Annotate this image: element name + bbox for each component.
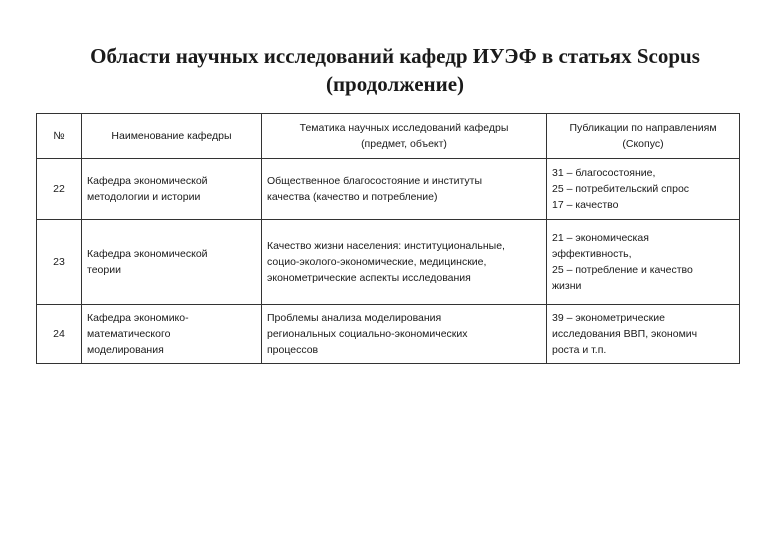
table-row [37, 305, 740, 364]
publications-line: 17 – качество [552, 199, 619, 211]
row-number: 23 [37, 220, 82, 305]
header-topic-line-1: Тематика научных исследований кафедры [299, 122, 509, 134]
department-name-cell [82, 220, 262, 305]
table-header-row [37, 114, 740, 159]
department-name-line: математического [87, 328, 171, 340]
publications-line: эффективность, [552, 248, 632, 260]
row-number: 24 [37, 305, 82, 364]
publications-line: 21 – экономическая [552, 232, 649, 244]
publications-line: жизни [552, 280, 582, 292]
department-name-line: Кафедра экономической [87, 175, 208, 187]
publications-line: 25 – потребительский спрос [552, 183, 690, 195]
department-name-line: теории [87, 264, 121, 276]
department-name-line: методологии и истории [87, 191, 201, 203]
department-name-line: Кафедра экономической [87, 248, 208, 260]
research-topic-line: качества (качество и потребление) [267, 191, 438, 203]
row-number: 22 [37, 159, 82, 220]
header-publications-line-1: Публикации по направлениям [569, 122, 717, 134]
research-topic-line: Проблемы анализа моделирования [267, 312, 442, 324]
header-department: Наименование кафедры [82, 114, 262, 159]
page-title-line-2: (продолжение) [325, 72, 465, 96]
research-topic-line: Общественное благосостояние и институты [267, 175, 483, 187]
page-title [20, 42, 770, 98]
table-row [37, 220, 740, 305]
publications-line: 31 – благосостояние, [552, 167, 656, 179]
research-topic-line: процессов [267, 344, 319, 356]
department-name-line: Кафедра экономико- [87, 312, 189, 324]
research-topic-line: эконометрические аспекты исследования [267, 272, 471, 284]
publications-line: 39 – эконометрические [552, 312, 665, 324]
header-topic [262, 114, 547, 159]
department-name-line: моделирования [87, 344, 164, 356]
research-topic-cell [262, 159, 547, 220]
publications-line: роста и т.п. [552, 344, 607, 356]
department-name-cell [82, 305, 262, 364]
research-topic-cell [262, 305, 547, 364]
research-topic-line: региональных социально-экономических [267, 328, 468, 340]
research-topic-cell [262, 220, 547, 305]
publications-line: 25 – потребление и качество [552, 264, 693, 276]
departments-table [36, 113, 740, 364]
header-number: № [37, 114, 82, 159]
publications-cell [547, 159, 740, 220]
publications-cell [547, 305, 740, 364]
department-name-cell [82, 159, 262, 220]
research-topic-line: Качество жизни населения: институциональные, [267, 240, 505, 252]
publications-line: исследования ВВП, экономич [552, 328, 698, 340]
header-topic-line-2: (предмет, объект) [361, 138, 447, 150]
table-row [37, 159, 740, 220]
publications-cell [547, 220, 740, 305]
header-publications [547, 114, 740, 159]
header-publications-line-2: (Скопус) [622, 138, 664, 150]
research-topic-line: социо-эколого-экономические, медицинские, [267, 256, 487, 268]
page-title-line-1: Области научных исследований кафедр ИУЭФ в статьях Scopus [90, 44, 700, 68]
